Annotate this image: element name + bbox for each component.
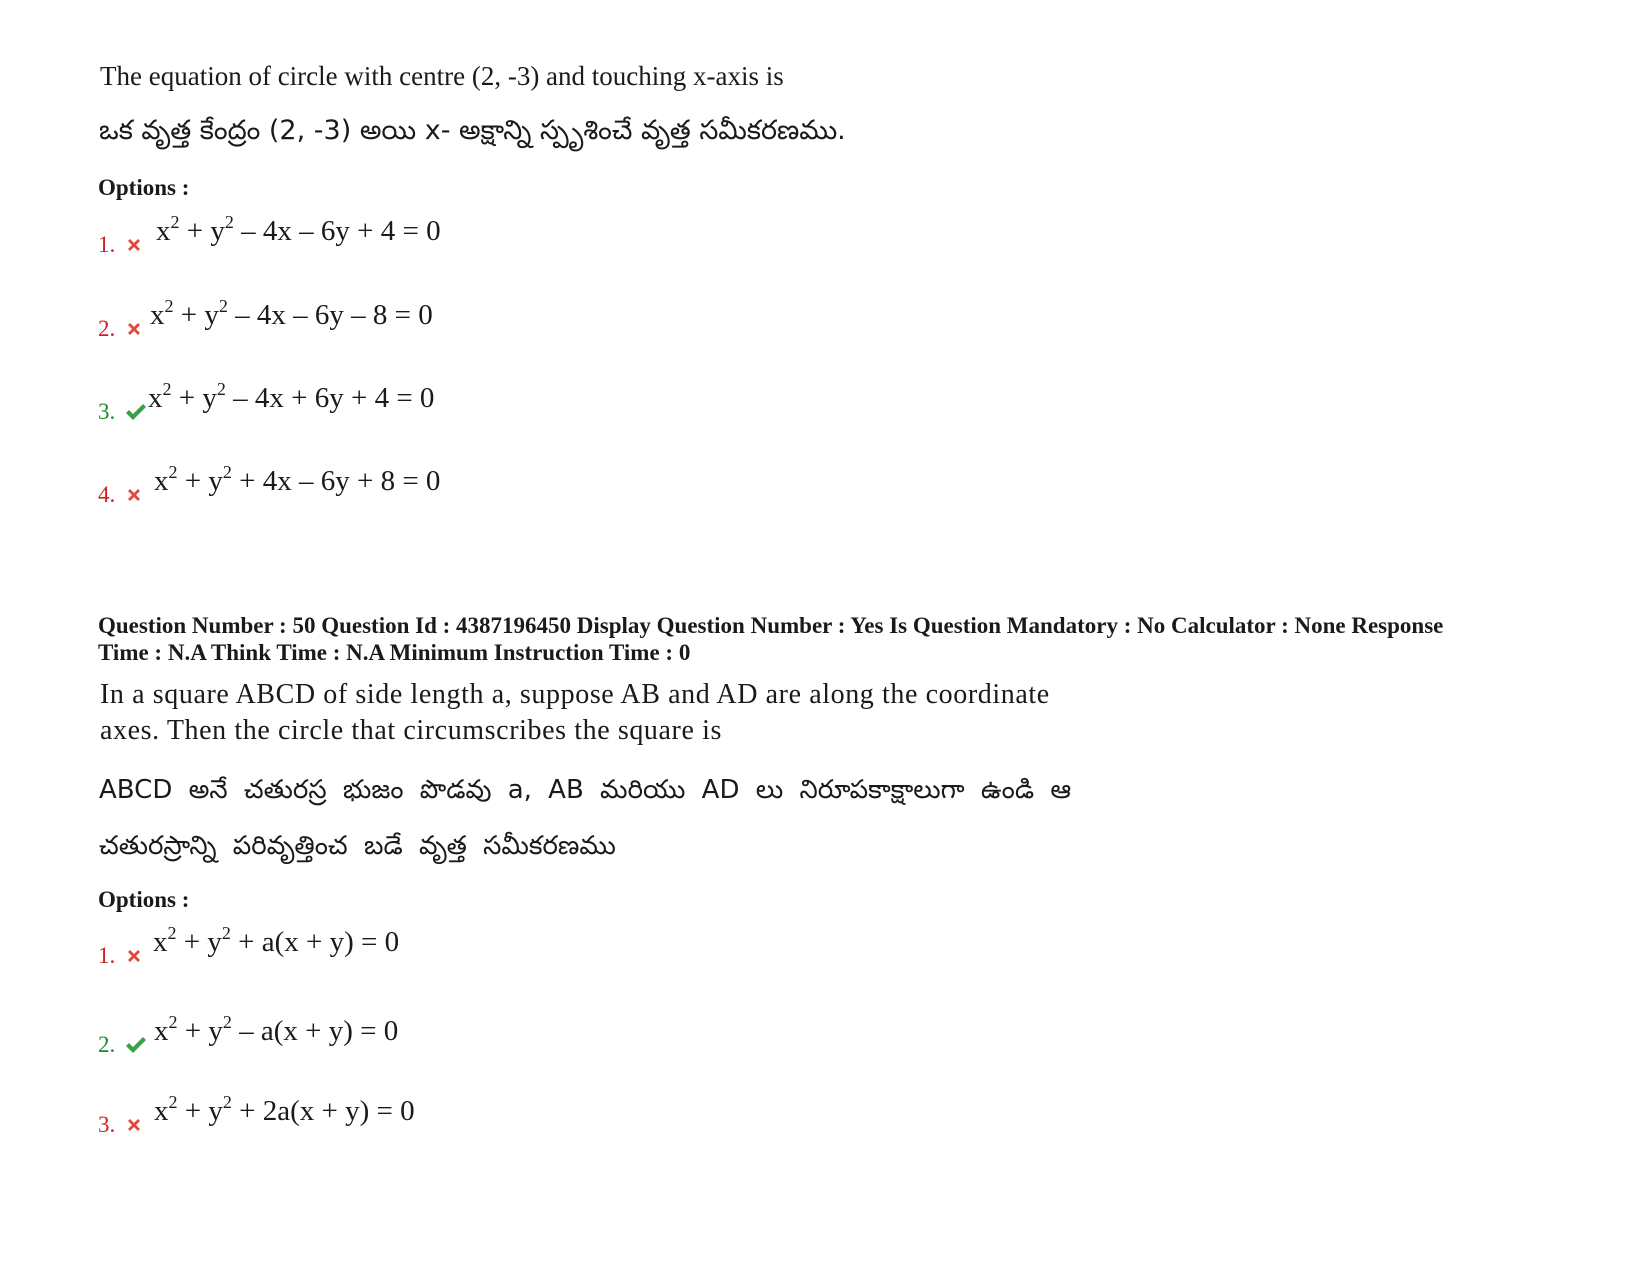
check-icon: [125, 403, 147, 421]
option-number: 1.: [98, 232, 116, 257]
check-icon: [125, 1036, 147, 1054]
option-equation: $x^2 + y^2 - 4x + 6y + 4 = 0$: [148, 379, 435, 414]
question-meta-line-2: Time : N.A Think Time : N.A Minimum Instruction Time : 0: [98, 640, 691, 665]
option-equation: $x^2 + y^2 - 4x - 6y - 8 = 0$: [150, 296, 433, 331]
cross-icon: [125, 1116, 143, 1134]
cross-icon: [125, 486, 143, 504]
cross-icon: [125, 236, 143, 254]
option-number: 2.: [98, 316, 116, 341]
question-text-english: [100, 677, 1190, 749]
question-text-line-1: In a square ABCD of side length a, suppose AB and AD are along the coordinate: [100, 679, 1050, 710]
option-equation: $x^2 + y^2 - a(x + y) = 0$: [154, 1012, 399, 1047]
question-meta: [98, 612, 1568, 666]
question-text-telugu-line-2: చతురస్రాన్ని పరివృత్తించ బడే వృత్త సమీకరణము: [99, 831, 616, 861]
option-equation: $x^2 + y^2 - 4x - 6y + 4 = 0$: [156, 212, 441, 247]
question-meta-line-1: Question Number : 50 Question Id : 4387196450 Display Question Number : Yes Is Question Mandatory : No Calculator : None Response: [98, 613, 1444, 638]
option-number: 1.: [98, 943, 116, 968]
question-text-telugu-line-1: ABCD అనే చతురస్ర భుజం పొడవు a, AB మరియు AD లు నిరూపకాక్షాలుగా ఉండి ఆ: [99, 775, 1072, 805]
option-equation: $x^2 + y^2 + a(x + y) = 0$: [153, 923, 400, 958]
option-number: 4.: [98, 482, 116, 507]
options-label: Options :: [98, 175, 190, 200]
question-text-english: The equation of circle with centre (2, -3) and touching x-axis is: [100, 61, 784, 91]
cross-icon: [125, 947, 143, 965]
option-number: 3.: [98, 1112, 116, 1137]
option-number: 2.: [98, 1032, 116, 1057]
option-equation: $x^2 + y^2 + 2a(x + y) = 0$: [154, 1092, 415, 1127]
options-label: Options :: [98, 887, 190, 912]
question-text-line-2: axes. Then the circle that circumscribes the square is: [100, 715, 722, 746]
cross-icon: [125, 320, 143, 338]
question-text-telugu: ఒక వృత్త కేంద్రం (2, -3) అయి x- అక్షాన్ని స్పృశించే వృత్త సమీకరణము.: [99, 115, 846, 146]
option-equation: $x^2 + y^2 + 4x - 6y + 8 = 0$: [154, 462, 441, 497]
option-number: 3.: [98, 399, 116, 424]
